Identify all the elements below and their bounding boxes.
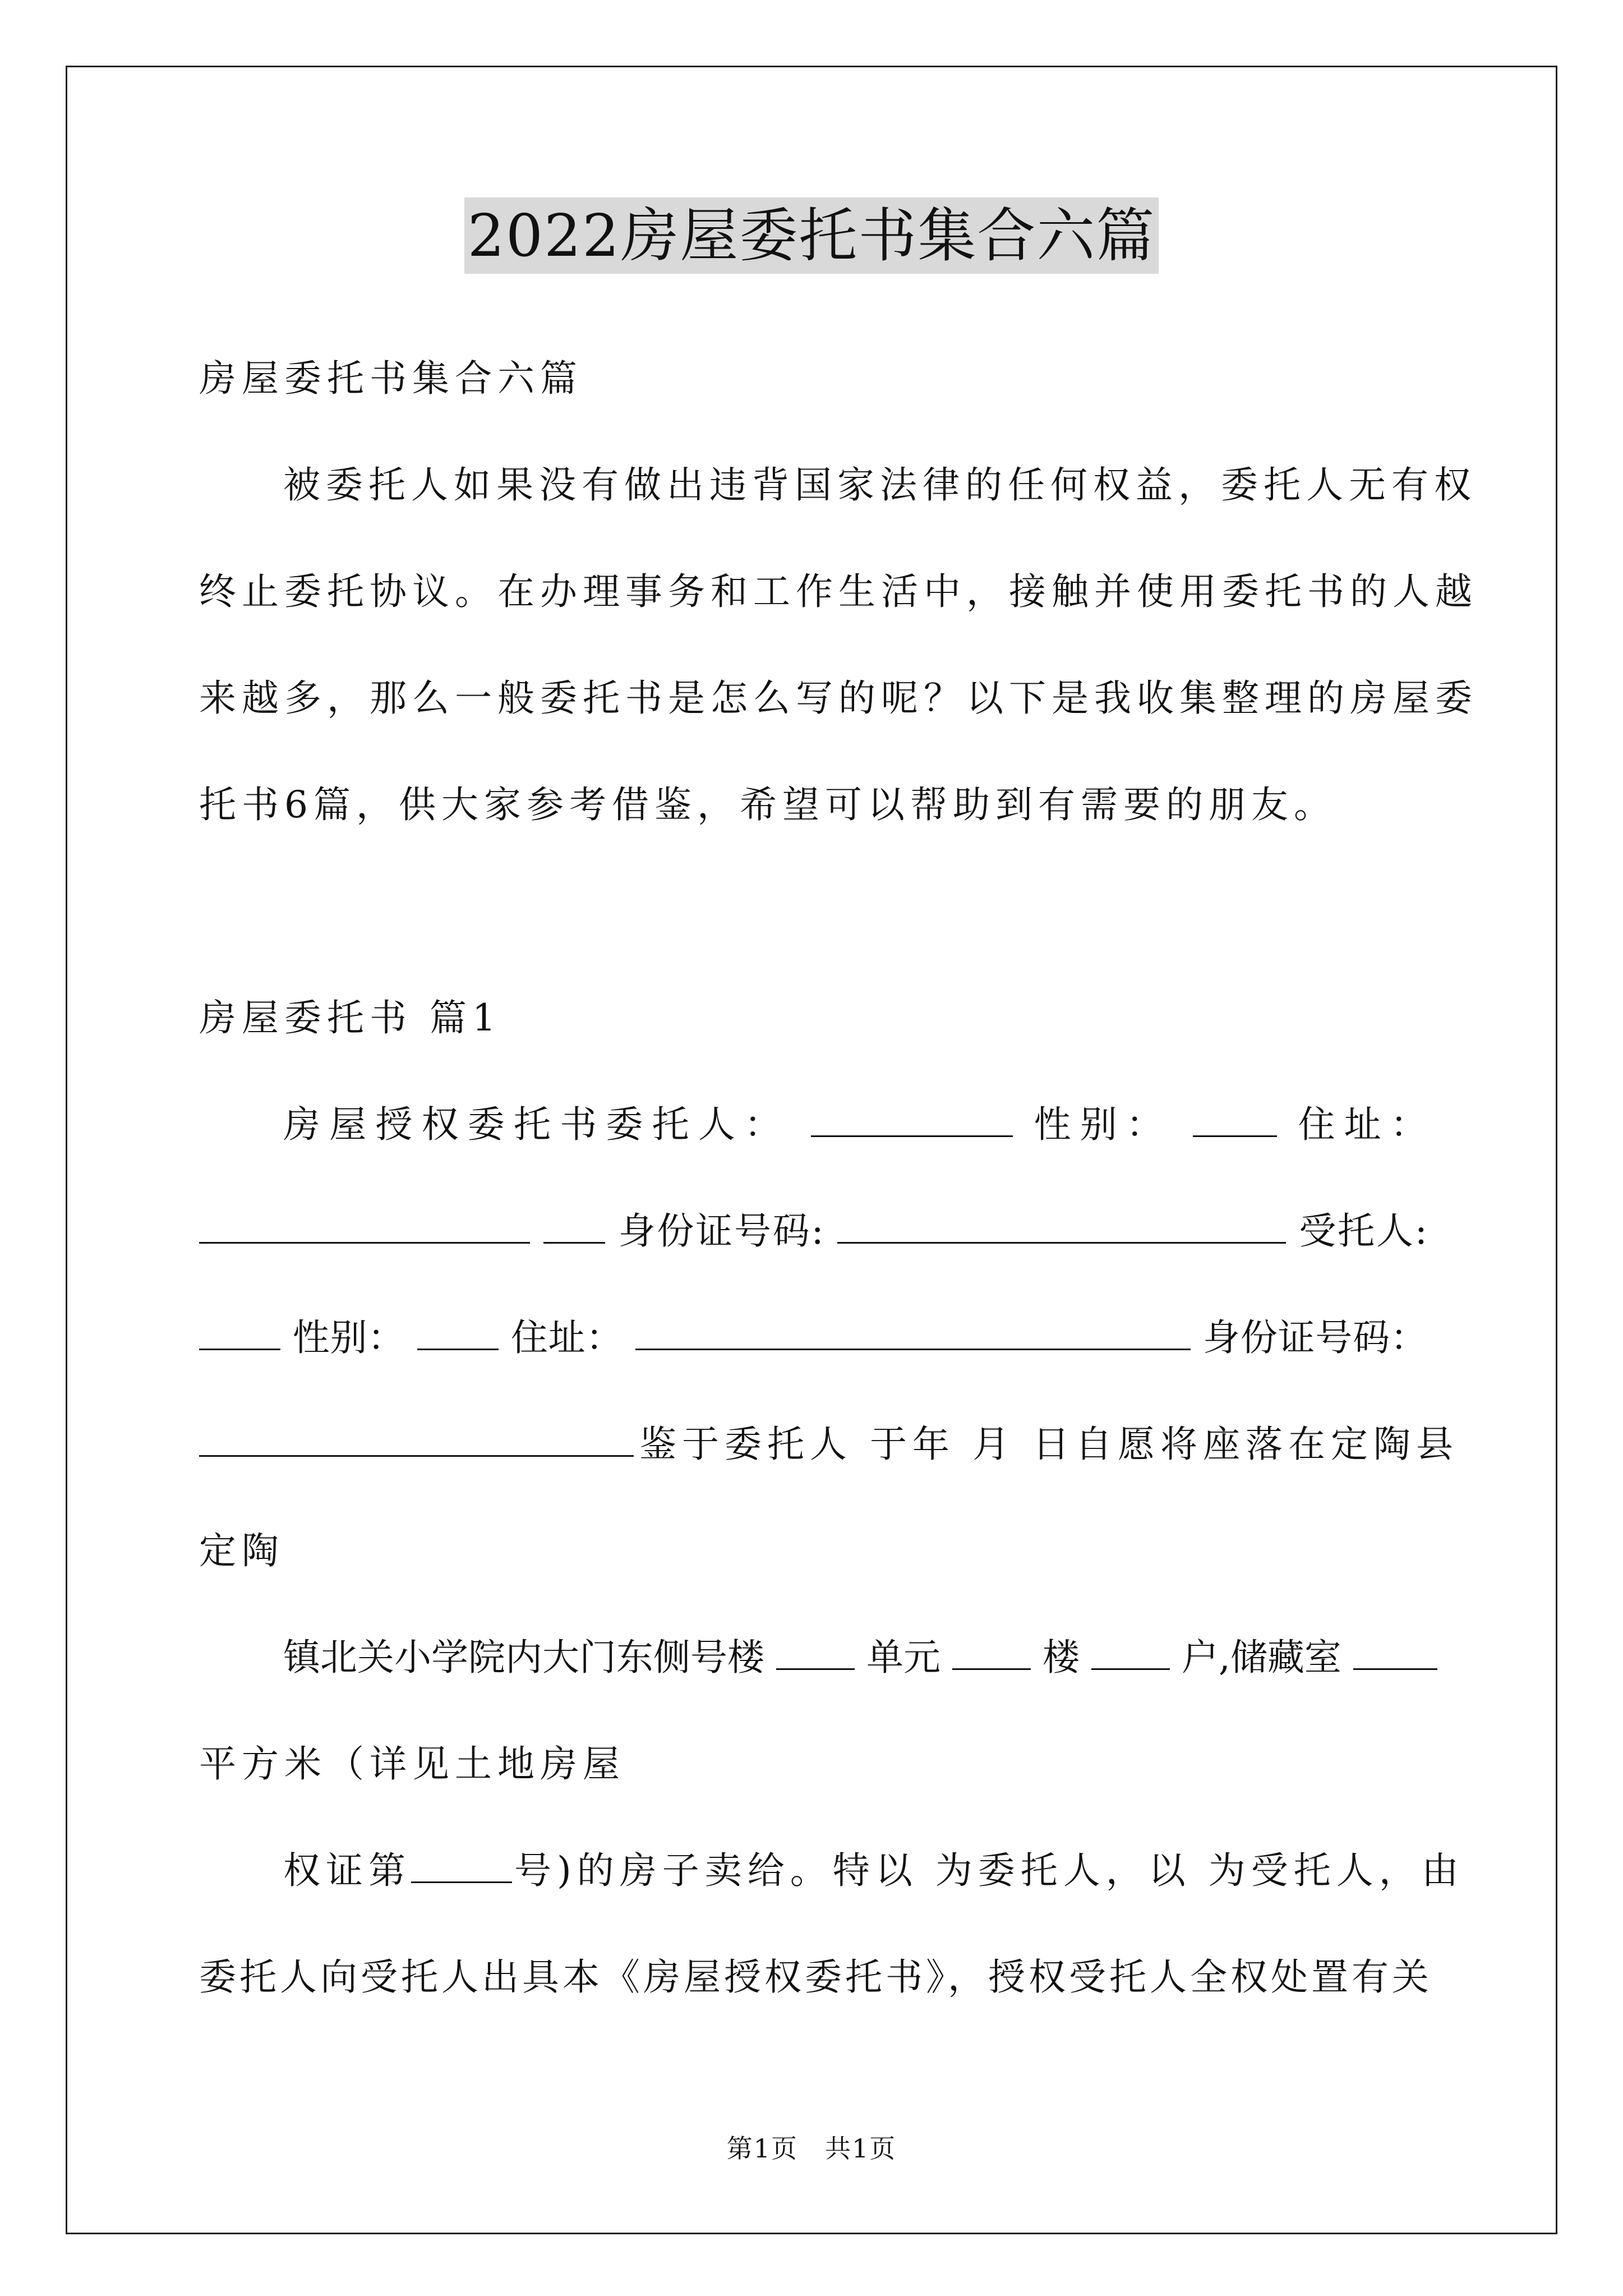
form-line-4	[199, 1419, 1459, 1470]
trustee-name-blank	[199, 1314, 280, 1350]
form-line-8	[283, 1846, 1464, 1896]
document-subtitle: 房屋委托书集合六篇	[199, 357, 583, 400]
building-location: 镇北关小学院内大门东侧号楼	[283, 1636, 764, 1679]
building-blank	[776, 1634, 855, 1670]
trustee-id-blank	[199, 1420, 634, 1457]
intro-line-4: 托书6篇，供大家参考借鉴，希望可以帮助到有需要的朋友。	[199, 783, 1336, 826]
form-line-9: 委托人向受托人出具本《房屋授权委托书》，授权受托人全权处置有关	[199, 1955, 1432, 1999]
id-number-label: 身份证号码:	[618, 1209, 824, 1253]
intro-line-2: 终止委托协议。在办理事务和工作生活中，接触并使用委托书的人越	[199, 570, 1478, 613]
form-line-7: 平方米（详见土地房屋	[199, 1742, 625, 1786]
certificate-label: 权证第	[283, 1849, 411, 1892]
trustee-gender-blank	[417, 1314, 499, 1350]
unit-blank	[952, 1634, 1031, 1670]
trustee-id-label: 身份证号码：	[1202, 1316, 1427, 1359]
floor-blank	[1091, 1634, 1170, 1670]
form-line-2	[199, 1206, 1427, 1257]
trustee-gender-label: 性别：	[292, 1316, 405, 1359]
delegator-name-blank	[811, 1101, 1013, 1137]
form-line-3	[199, 1313, 1427, 1363]
trustee-address-blank	[635, 1314, 1191, 1350]
form-line-1	[283, 1099, 1427, 1150]
intro-line-3: 来越多，那么一般委托书是怎么写的呢？以下是我收集整理的房屋委	[199, 677, 1478, 720]
title-container	[0, 197, 1623, 274]
household-label: 户,储藏室	[1181, 1636, 1341, 1679]
property-statement: 鉴于委托人 于年 月 日自愿将座落在定陶县	[639, 1423, 1459, 1466]
section-heading: 房屋委托书 篇1	[199, 996, 501, 1039]
delegator-label: 房屋授权委托书委托人：	[283, 1103, 791, 1146]
document-title: 2022房屋委托书集合六篇	[464, 197, 1159, 274]
unit-label: 单元	[866, 1636, 940, 1679]
page-footer: 第1页 共1页	[726, 2133, 897, 2164]
address-blank-extra	[543, 1207, 605, 1244]
floor-label: 楼	[1042, 1636, 1080, 1679]
address-blank	[199, 1207, 530, 1244]
storage-blank	[1353, 1634, 1437, 1670]
form-line-5: 定陶	[199, 1529, 284, 1572]
id-number-blank	[837, 1207, 1286, 1244]
intro-line-1: 被委托人如果没有做出违背国家法律的任何权益，委托人无有权	[283, 463, 1477, 507]
trustee-address-label: 住址：	[510, 1316, 624, 1359]
sale-statement: 号)的房子卖给。特以 为委托人，以 为受托人，由	[514, 1849, 1464, 1892]
form-line-6	[283, 1632, 1427, 1683]
gender-blank	[1193, 1101, 1277, 1137]
certificate-blank	[411, 1847, 512, 1883]
trustee-label: 受托人:	[1299, 1209, 1427, 1253]
gender-label: 性别：	[1034, 1103, 1173, 1146]
address-label: 住址：	[1298, 1103, 1427, 1146]
